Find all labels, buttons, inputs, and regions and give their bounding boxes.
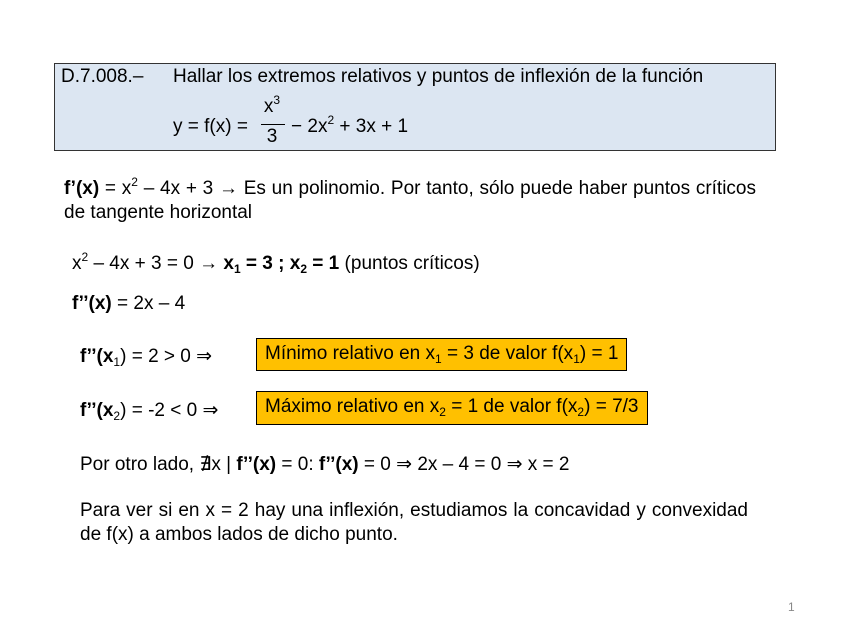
function-lhs: y = f(x) = bbox=[173, 116, 248, 137]
derivative-paragraph: f’(x) = $x^2 - 4x + 3 \to Es$ un polinomio. Por tanto, sólo puede haber puntos críticos de tangente horizontal bbox=[64, 175, 756, 223]
function-rest: − $2x^2 + 3x + 1$ bbox=[291, 113, 409, 137]
fraction-bar bbox=[261, 124, 285, 125]
problem-header bbox=[54, 63, 776, 151]
fraction-denominator: 3 bbox=[266, 126, 278, 147]
inflection-line: Por otro lado, ∄x | f’’(x) = 0: f’’(x) = 0 ⇒ 2x – 4 = 0 ⇒ x = 2 bbox=[80, 454, 570, 475]
problem-id: D.7.008.– bbox=[61, 66, 144, 87]
eval-x2: $f’’(x_2) = -2 < 0$ ⇒ bbox=[80, 400, 219, 423]
page-number: 1 bbox=[788, 600, 795, 614]
minimum-result-box: Mínimo relativo en $x_1 = 3$ de valor $f(x_1) = 1$ bbox=[256, 338, 627, 371]
problem-statement: Hallar los extremos relativos y puntos de inflexión de la función bbox=[173, 66, 704, 87]
second-derivative-line: f’’(x) = 2x – 4 bbox=[72, 293, 186, 314]
conclusion-paragraph: Para ver si en x = 2 hay una inflexión, estudiamos la concavidad y convexidad de f(x) a ambos lados de dicho punto. bbox=[80, 500, 748, 545]
fraction-numerator: $x^3$ bbox=[263, 93, 281, 117]
eval-x1: $f’’(x_1) = 2 > 0$ ⇒ bbox=[80, 346, 213, 369]
critical-points-line: $x^2 - 4x + 3 = 0 \to x_1 = 3$ ; $x_2 = 1$ (puntos críticos) bbox=[72, 250, 480, 276]
maximum-result-box: Máximo relativo en $x_2 = 1$ de valor $f(x_2) = 7/3$ bbox=[256, 391, 648, 425]
